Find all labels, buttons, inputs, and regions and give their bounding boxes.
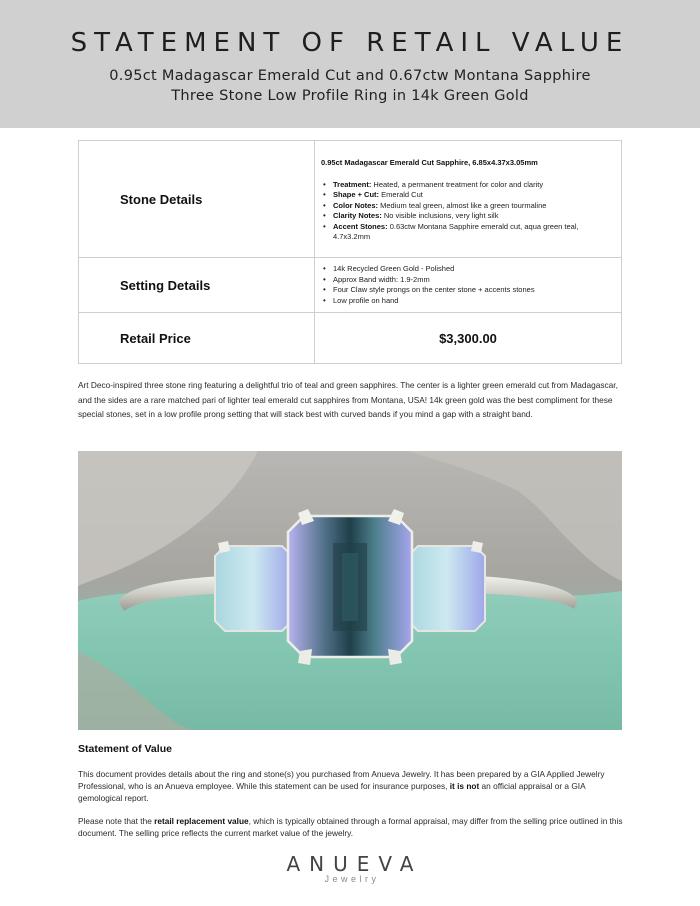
- stone-details-list: [321, 180, 613, 243]
- list-item: [321, 211, 613, 222]
- ring-photo: [78, 451, 622, 730]
- list-item: [321, 190, 613, 201]
- statement-emphasis: it is not: [449, 781, 480, 791]
- stone-details-label: Stone Details: [79, 141, 315, 258]
- right-accent-stone: [408, 546, 485, 631]
- retail-price-row: [79, 313, 622, 364]
- prong: [388, 649, 402, 665]
- statement-text: an official appraisal or a GIA gemological report.: [78, 781, 586, 803]
- list-item: • 14k Recycled Green Gold - Polished: [321, 264, 613, 275]
- statement-text: This document provides details about the ring and stone(s) you purchased from Anueva Jewelry. It has been prepared by a GIA Applied Jewelry Professional, who is an Anueva employee. While this statement can be used for insurance purposes,: [78, 769, 605, 791]
- list-item: • Low profile on hand: [321, 296, 613, 307]
- statement-text: , which is typically obtained through a formal appraisal, may differ from the selling price outlined in this document. The selling price reflects the current market value of the jewelry.: [78, 816, 623, 838]
- stone-details-cell: [315, 141, 622, 258]
- item-key: Accent Stones:: [333, 221, 388, 231]
- ring-description: Art Deco-inspired three stone ring featuring a delightful trio of teal and green sapphires. The center is a lighter green emerald cut from Madagascar, and the sides are a rare matched pari of lighter teal emerald cut sapphires from Montana, USA! 14k green gold was the best compliment for these special stones, set in a low profile prong setting that will stack best with curved bands if you mind a gap with a straight band.: [78, 380, 618, 419]
- list-item: [321, 180, 613, 191]
- header-banner: [0, 0, 700, 128]
- product-subtitle: [60, 66, 640, 106]
- list-item: • Approx Band width: 1.9-2mm: [321, 275, 613, 286]
- retail-price-label: Retail Price: [79, 313, 315, 364]
- list-item: [321, 201, 613, 212]
- document-title: STATEMENT OF RETAIL VALUE: [70, 28, 630, 58]
- item-key: Treatment:: [333, 179, 372, 189]
- item-key: Shape + Cut:: [333, 190, 380, 199]
- statement-paragraph-2: [78, 815, 624, 839]
- stone-heading: 0.95ct Madagascar Emerald Cut Sapphire, 6.85x4.37x3.05mm: [321, 157, 538, 167]
- subtitle-line-1: 0.95ct Madagascar Emerald Cut and 0.67ctw Montana Sapphire: [109, 68, 591, 84]
- brand-name: ANUEVA: [286, 852, 423, 876]
- setting-details-row: [79, 258, 622, 313]
- list-item: • Four Claw style prongs on the center stone + accents stones: [321, 285, 613, 296]
- statement-paragraph-1: [78, 768, 624, 804]
- prong: [471, 541, 483, 553]
- statement-emphasis: retail replacement value: [154, 816, 249, 826]
- setting-details-label: Setting Details: [79, 258, 315, 313]
- list-item: [321, 222, 613, 243]
- item-key: Clarity Notes:: [333, 211, 382, 220]
- retail-price-value: $3,300.00: [315, 313, 622, 364]
- details-table: [78, 140, 622, 364]
- stone-details-row: [79, 141, 622, 258]
- left-accent-stone: [215, 546, 292, 631]
- item-value: No visible inclusions, very light silk: [381, 211, 499, 220]
- center-stone-table: [342, 553, 358, 621]
- setting-details-cell: [315, 258, 622, 313]
- item-value: Medium teal green, almost like a green tourmaline: [378, 200, 547, 210]
- ring-illustration: [78, 451, 622, 730]
- brand-subtitle: Jewelry: [324, 874, 380, 884]
- subtitle-line-2: Three Stone Low Profile Ring in 14k Green Gold: [171, 88, 529, 104]
- setting-details-list: [321, 264, 613, 306]
- statement-of-value-heading: Statement of Value: [78, 743, 172, 755]
- brand-logo: [0, 852, 700, 884]
- item-value: Emerald Cut: [379, 190, 423, 199]
- item-key: Color Notes:: [333, 200, 378, 210]
- item-value: Heated, a permanent treatment for color and clarity: [371, 179, 544, 189]
- prong: [218, 541, 230, 553]
- prong: [298, 649, 312, 665]
- item-value: 0.63ctw Montana Sapphire emerald cut, aqua green teal, 4.7x3.2mm: [333, 221, 579, 241]
- statement-text: Please note that the: [78, 816, 155, 826]
